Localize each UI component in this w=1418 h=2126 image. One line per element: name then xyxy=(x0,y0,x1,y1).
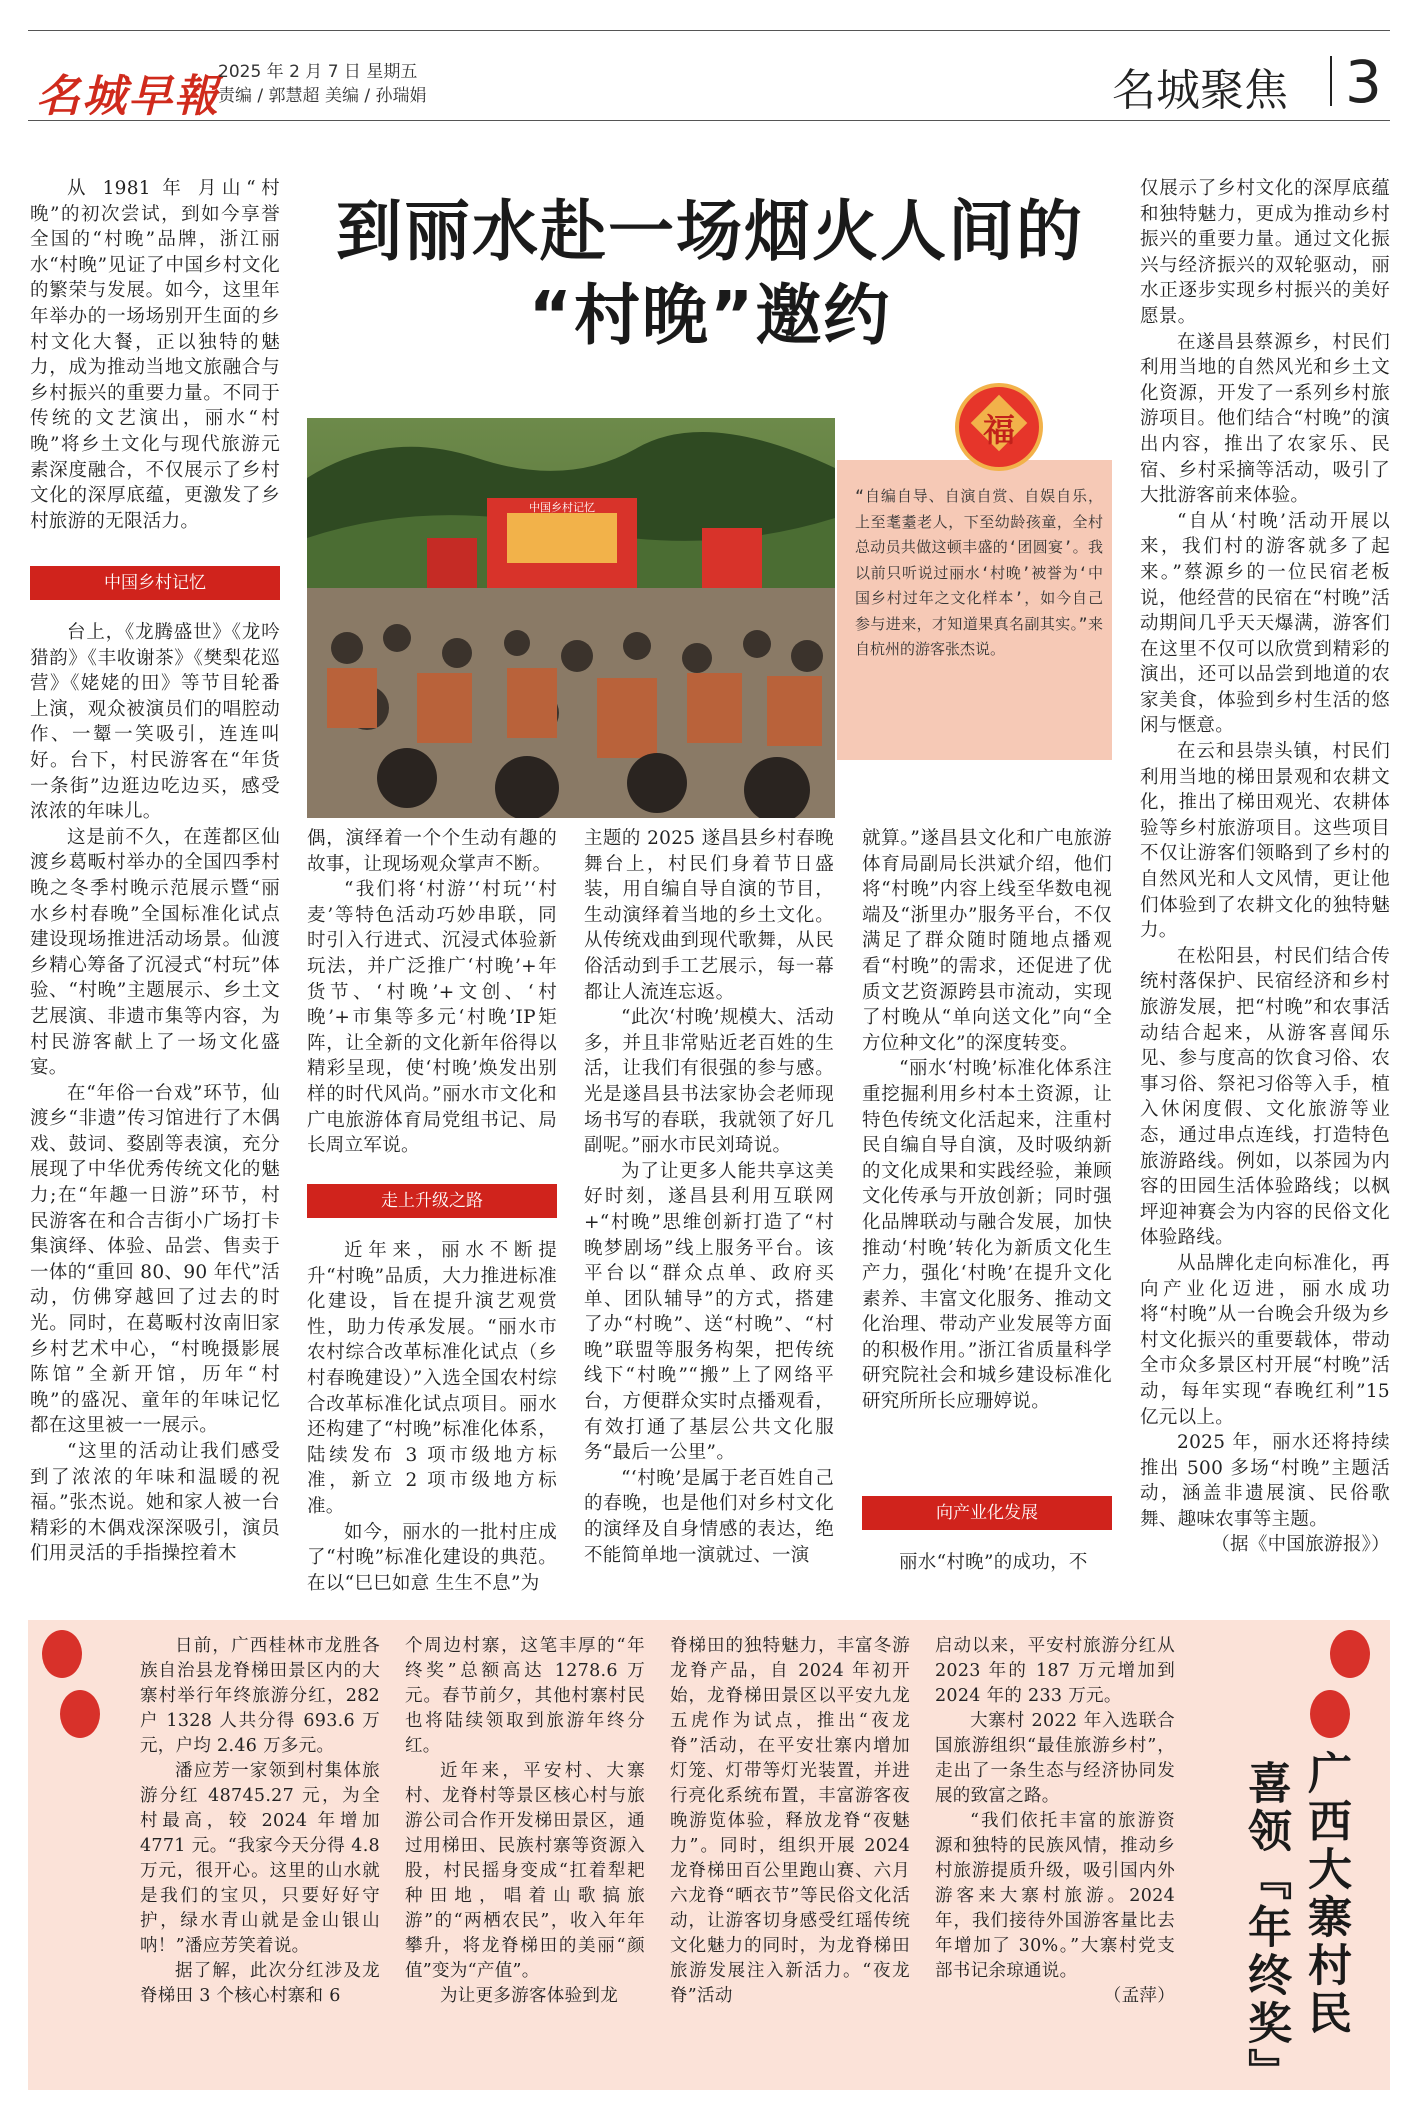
pull-quote-text: “自编自导、自演自赏、自娱自乐，上至耄耋老人，下至幼龄孩童，全村总动员共做这顿丰盛的‘团圆宴’。我以前只听说过丽水‘村晚’被誉为‘中国乡村过年之文化样本’，如今自己参与进来，才知道果真名副其实。”来自杭州的游客张杰说。 xyxy=(855,487,1103,658)
paragraph: 如今，丽水的一批村庄成了“村晚”标准化建设的典范。在以“巳巳如意 生生不息”为 xyxy=(307,1521,557,1594)
paragraph: 仅展示了乡村文化的深厚底蕴和独特魅力，更成为推动乡村振兴的重要力量。通过文化振兴与经济振兴的双轮驱动，丽水正逐步实现乡村振兴的美好愿景。 xyxy=(1140,178,1390,327)
paragraph: 在云和县崇头镇，村民们利用当地的梯田景观和农耕文化，推出了梯田观光、农耕体验等乡村旅游项目。这些项目不仅让游客们领略到了乡村的自然风光和人文风情，更让他们体验到了农耕文化的独特魅力。 xyxy=(1140,741,1390,942)
headline-line-2: “村晚”邀约 xyxy=(528,277,892,354)
paragraph: “‘村晚’是属于老百姓自己的春晚，也是他们对乡村文化的演绎及自身情感的表达，绝不能简单地一演就过、一演 xyxy=(584,1467,834,1566)
paragraph: 就算。”遂昌县文化和广电旅游体育局副局长洪斌介绍，他们将“村晚”内容上线至华数电视端及“浙里办”服务平台，不仅满足了群众随时随地点播观看“村晚”的需求，还促进了优质文艺资源跨县市流动，实现了村晚从“单向送文化”向“全方位种文化”的深度转变。 xyxy=(862,828,1112,1054)
newspaper-logo: 名城早報 xyxy=(36,71,220,122)
section-divider xyxy=(1330,56,1332,106)
header-rule xyxy=(28,120,1390,121)
paragraph: “这里的活动让我们感受到了浓浓的年味和温暖的祝福。”张杰说。她和家人被一台精彩的木偶戏深深吸引，演员们用灵活的手指操控着木 xyxy=(30,1441,280,1565)
paragraph: 在遂昌县蔡源乡，村民们利用当地的自然风光和乡土文化资源，开发了一系列乡村旅游项目。他们结合“村晚”的演出内容，推出了农家乐、民宿、乡村采摘等活动，吸引了大批游客前来体验。 xyxy=(1140,331,1390,507)
paragraph: “自从‘村晚’活动开展以来，我们村的游客就多了起来。”蔡源乡的一位民宿老板说，他经营的民宿在“村晚”活动期间几乎天天爆满，游客们在这里不仅可以欣赏到精彩的演出，还可以品尝到地道的农家美食，体验到乡村生活的悠闲与惬意。 xyxy=(1140,510,1390,737)
box-column-3 xyxy=(670,1634,910,2009)
paragraph: 大寨村 2022 年入选联合国旅游组织“最佳旅游乡村”，走出了一条生态与经济协同发展的致富之路。 xyxy=(935,1711,1175,1806)
subhead-tag-2: 走上升级之路 xyxy=(307,1184,557,1218)
column-1b xyxy=(30,620,280,1567)
stage-photo xyxy=(307,418,835,818)
paragraph: “我们依托丰富的旅游资源和独特的民族风情，推动乡村旅游提质升级，吸引国内外游客来大寨村旅游。2024 年，我们接待外国游客量比去年增加了 30%。”大寨村党支部书记余琼通说。 xyxy=(935,1811,1175,1981)
editors: 责编 / 郭慧超 美编 / 孙瑞娟 xyxy=(218,86,427,106)
source-credit: （据《中国旅游报》） xyxy=(1211,1534,1390,1556)
lantern-icon xyxy=(1330,1630,1370,1678)
column-2 xyxy=(307,826,557,1159)
fu-character: 福 xyxy=(982,411,1015,449)
lantern-icon xyxy=(1310,1690,1350,1738)
column-4 xyxy=(862,826,1112,1415)
column-2b xyxy=(307,1238,557,1596)
paragraph: 日前，广西桂林市龙胜各族自治县龙脊梯田景区内的大寨村举行年终旅游分红，282 户 1328 人共分得 693.6 万元，户均 2.46 万多元。 xyxy=(140,1636,380,1756)
box-title-line-2: 喜领『年终奖』 xyxy=(1240,1760,1291,2096)
paragraph: 在“年俗一台戏”环节，仙渡乡“非遗”传习馆进行了木偶戏、鼓词、婺剧等表演，充分展现了中华优秀传统文化的魅力;在“年趣一日游”环节，村民游客在和合吉街小广场打卡集演绎、体验、品尝、售卖于一体的“重回 80、90 年代”活动，仿佛穿越回了过去的时光。同时，在葛畈村汝南旧家乡村艺术中心，“村晚摄影展陈馆”全新开馆，历年“村晚”的盛况、童年的年味记忆都在这里被一一展示。 xyxy=(30,1082,280,1437)
paragraph: 潘应芳一家领到村集体旅游分红 48745.27 元，为全村最高，较 2024 年增加 4771 元。“我家今天分得 4.8 万元，很开心。这里的山水就是我们的宝贝，只要好好守护，绿水青山就是金山银山呐！”潘应芳笑着说。 xyxy=(140,1761,380,1956)
paragraph: 为让更多游客体验到龙 xyxy=(440,1986,618,2006)
paragraph: 在松阳县，村民们结合传统村落保护、民宿经济和乡村旅游发展，把“村晚”和农事活动结合起来，从游客喜闻乐见、参与度高的饮食习俗、农事习俗、祭祀习俗等入手，植入休闲度假、文化旅游等业态，通过串点连线，打造特色旅游路线。例如，以茶园为内容的田园生活体验路线；以枫坪迎神赛会为内容的民俗文化体验路线。 xyxy=(1140,945,1390,1249)
paragraph: 近年来，丽水不断提升“村晚”品质，大力推进标准化建设，旨在提升演艺观赏性，助力传承发展。“丽水市农村综合改革标准化试点（乡村春晚建设）”入选全国农村综合改革标准化试点项目。丽水还构建了“村晚”标准化体系，陆续发布 3 项市级地方标准，新立 2 项市级地方标准。 xyxy=(307,1240,557,1517)
subhead-tag-3: 向产业化发展 xyxy=(862,1496,1112,1530)
paragraph: 偶，演绎着一个个生动有趣的故事，让现场观众掌声不断。 xyxy=(307,828,557,875)
box-column-1 xyxy=(140,1634,380,2009)
column-1 xyxy=(30,176,280,534)
column-3 xyxy=(584,826,834,1568)
lantern-icon xyxy=(42,1630,82,1678)
paragraph: 这是前不久，在莲都区仙渡乡葛畈村举办的全国四季村晚之冬季村晚示范展示暨“丽水乡村春晚”全国标准化试点建设现场推进活动场景。仙渡乡精心筹备了沉浸式“村玩”体验、“村晚”主题展示、乡土文艺展演、非遗市集等内容，为村民游客献上了一场文化盛宴。 xyxy=(30,826,280,1079)
paragraph: “丽水‘村晚’标准化体系注重挖掘利用乡村本土资源，让特色传统文化活起来，注重村民自编自导自演，及时吸纳新的文化成果和实践经验，兼顾文化传承与开放创新；同时强化品牌联动与融合发展，加快推动‘村晚’转化为新质文化生产力，强化‘村晚’在提升文化素养、丰富文化服务、推动文化治理、带动产业发展等方面的积极作用。”浙江省质量科学研究院社会和城乡建设标准化研究所所长应珊婷说。 xyxy=(862,1058,1112,1413)
fu-drum-icon xyxy=(955,383,1043,471)
box-title-line-1: 广西大寨村民 xyxy=(1300,1750,1351,2038)
page-number: 3 xyxy=(1345,48,1382,116)
paragraph: 脊梯田的独特魅力，丰富冬游龙脊产品，自 2024 年初开始，龙脊梯田景区以平安九龙五虎作为试点，推出“夜龙脊”活动，在平安壮寨内增加灯笼、灯带等灯光装置，并进行亮化系统布置，丰富游客夜晚游览体验，释放龙脊“夜魅力”。同时，组织开展 2024 龙脊梯田百公里跑山赛、六月六龙脊“晒衣节”等民俗文化活动，让游客切身感受红瑶传统文化魅力的同时，为龙脊梯田旅游发展注入新活力。“夜龙脊”活动 xyxy=(670,1636,910,2006)
column-5 xyxy=(1140,176,1390,1558)
issue-date: 2025 年 2 月 7 日 星期五 xyxy=(218,62,418,82)
headline-line-1: 到丽水赴一场烟火人间的 xyxy=(336,193,1084,270)
paragraph: 丽水“村晚”的成功，不 xyxy=(899,1552,1088,1573)
paragraph: 为了让更多人能共享这美好时刻，遂昌县利用互联网+“村晚”思维创新打造了“村晚梦剧场”线上服务平台。该平台以“群众点单、政府买单、团队辅导”的方式，搭建了办“村晚”、送“村晚”、“村晚”联盟等服务构架，把传统线下“村晚”“搬”上了网络平台，方便群众实时点播观看，有效打通了基层公共文化服务“最后一公里”。 xyxy=(584,1160,834,1464)
paragraph: 2025 年，丽水还将持续推出 500 多场“村晚”主题活动，涵盖非遗展演、民俗歌舞、趣味农事等主题。 xyxy=(1140,1432,1390,1530)
stage-sign-text: 中国乡村记忆 xyxy=(529,501,595,514)
paragraph: 从 1981 年 月山“村晚”的初次尝试，到如今享誉全国的“村晚”品牌，浙江丽水“村晚”见证了中国乡村文化的繁荣与发展。如今，这里年年举办的一场场别开生面的乡村文化大餐，正以独特的魅力，成为推动当地文旅融合与乡村振兴的重要力量。不同于传统的文艺演出，丽水“村晚”将乡土文化与现代旅游元素深度融合，不仅展示了乡村文化的深厚底蕴，更激发了乡村旅游的无限活力。 xyxy=(30,178,280,532)
issue-meta xyxy=(218,60,426,108)
paragraph: 启动以来，平安村旅游分红从 2023 年的 187 万元增加到 2024 年的 233 万元。 xyxy=(935,1636,1175,1706)
photo-illustration xyxy=(307,418,835,818)
column-4b xyxy=(862,1550,1112,1576)
paragraph: 台上，《龙腾盛世》《龙吟猎韵》《丰收谢茶》《樊梨花巡营》《姥姥的田》等节目轮番上演，观众被演员们的唱腔动作、一颦一笑吸引，连连叫好。台下，村民游客在“年货一条街”边逛边吃边买，感受浓浓的年味儿。 xyxy=(30,622,280,823)
paragraph: “我们将‘村游’‘村玩’‘村麦’等特色活动巧妙串联，同时引入行进式、沉浸式体验新玩法，并广泛推广‘村晚’+年货节、‘村晚’+文创、‘村晚’+市集等多元‘村晚’IP矩阵，让全新的文化新年俗得以精彩呈现，使‘村晚’焕发出别样的时代风尚。”丽水市文化和广电旅游体育局党组书记、局长周立军说。 xyxy=(307,879,557,1157)
top-rule xyxy=(28,30,1390,31)
box-column-4 xyxy=(935,1634,1175,2009)
paragraph: 从品牌化走向标准化，再向产业化迈进，丽水成功将“村晚”从一台晚会升级为乡村文化振兴的重要载体，带动全市众多景区村开展“村晚”活动，每年实现“春晚红利”15 亿元以上。 xyxy=(1140,1252,1390,1428)
article-headline xyxy=(300,190,1120,358)
box-column-2 xyxy=(405,1634,645,2009)
source-credit: （孟萍） xyxy=(1103,1986,1175,2006)
paragraph: “此次‘村晚’规模大、活动多，并且非常贴近老百姓的生活，让我们有很强的参与感。光是遂昌县书法家协会老师现场书写的春联，我就领了好几副呢。”丽水市民刘琦说。 xyxy=(584,1007,834,1157)
paragraph: 主题的 2025 遂昌县乡村春晚舞台上，村民们身着节日盛装，用自编自导自演的节目，生动演绎着当地的乡土文化。从传统戏曲到现代歌舞，从民俗活动到手工艺展示，每一幕都让人流连忘返。 xyxy=(584,828,834,1003)
lantern-icon xyxy=(60,1690,100,1738)
section-title: 名城聚焦 xyxy=(1112,65,1288,116)
subhead-tag-1: 中国乡村记忆 xyxy=(30,566,280,600)
paragraph: 个周边村寨，这笔丰厚的“年终奖”总额高达 1278.6 万元。春节前夕，其他村寨村民也将陆续领取到旅游年终分红。 xyxy=(405,1636,645,1756)
paragraph: 据了解，此次分红涉及龙脊梯田 3 个核心村寨和 6 xyxy=(140,1961,380,2006)
paragraph: 近年来，平安村、大寨村、龙脊村等景区核心村与旅游公司合作开发梯田景区，通过用梯田、民族村寨等资源入股，村民摇身变成“扛着犁耙种田地，唱着山歌搞旅游”的“两栖农民”，收入年年攀升，将龙脊梯田的美丽“颜值”变为“产值”。 xyxy=(405,1761,645,1981)
